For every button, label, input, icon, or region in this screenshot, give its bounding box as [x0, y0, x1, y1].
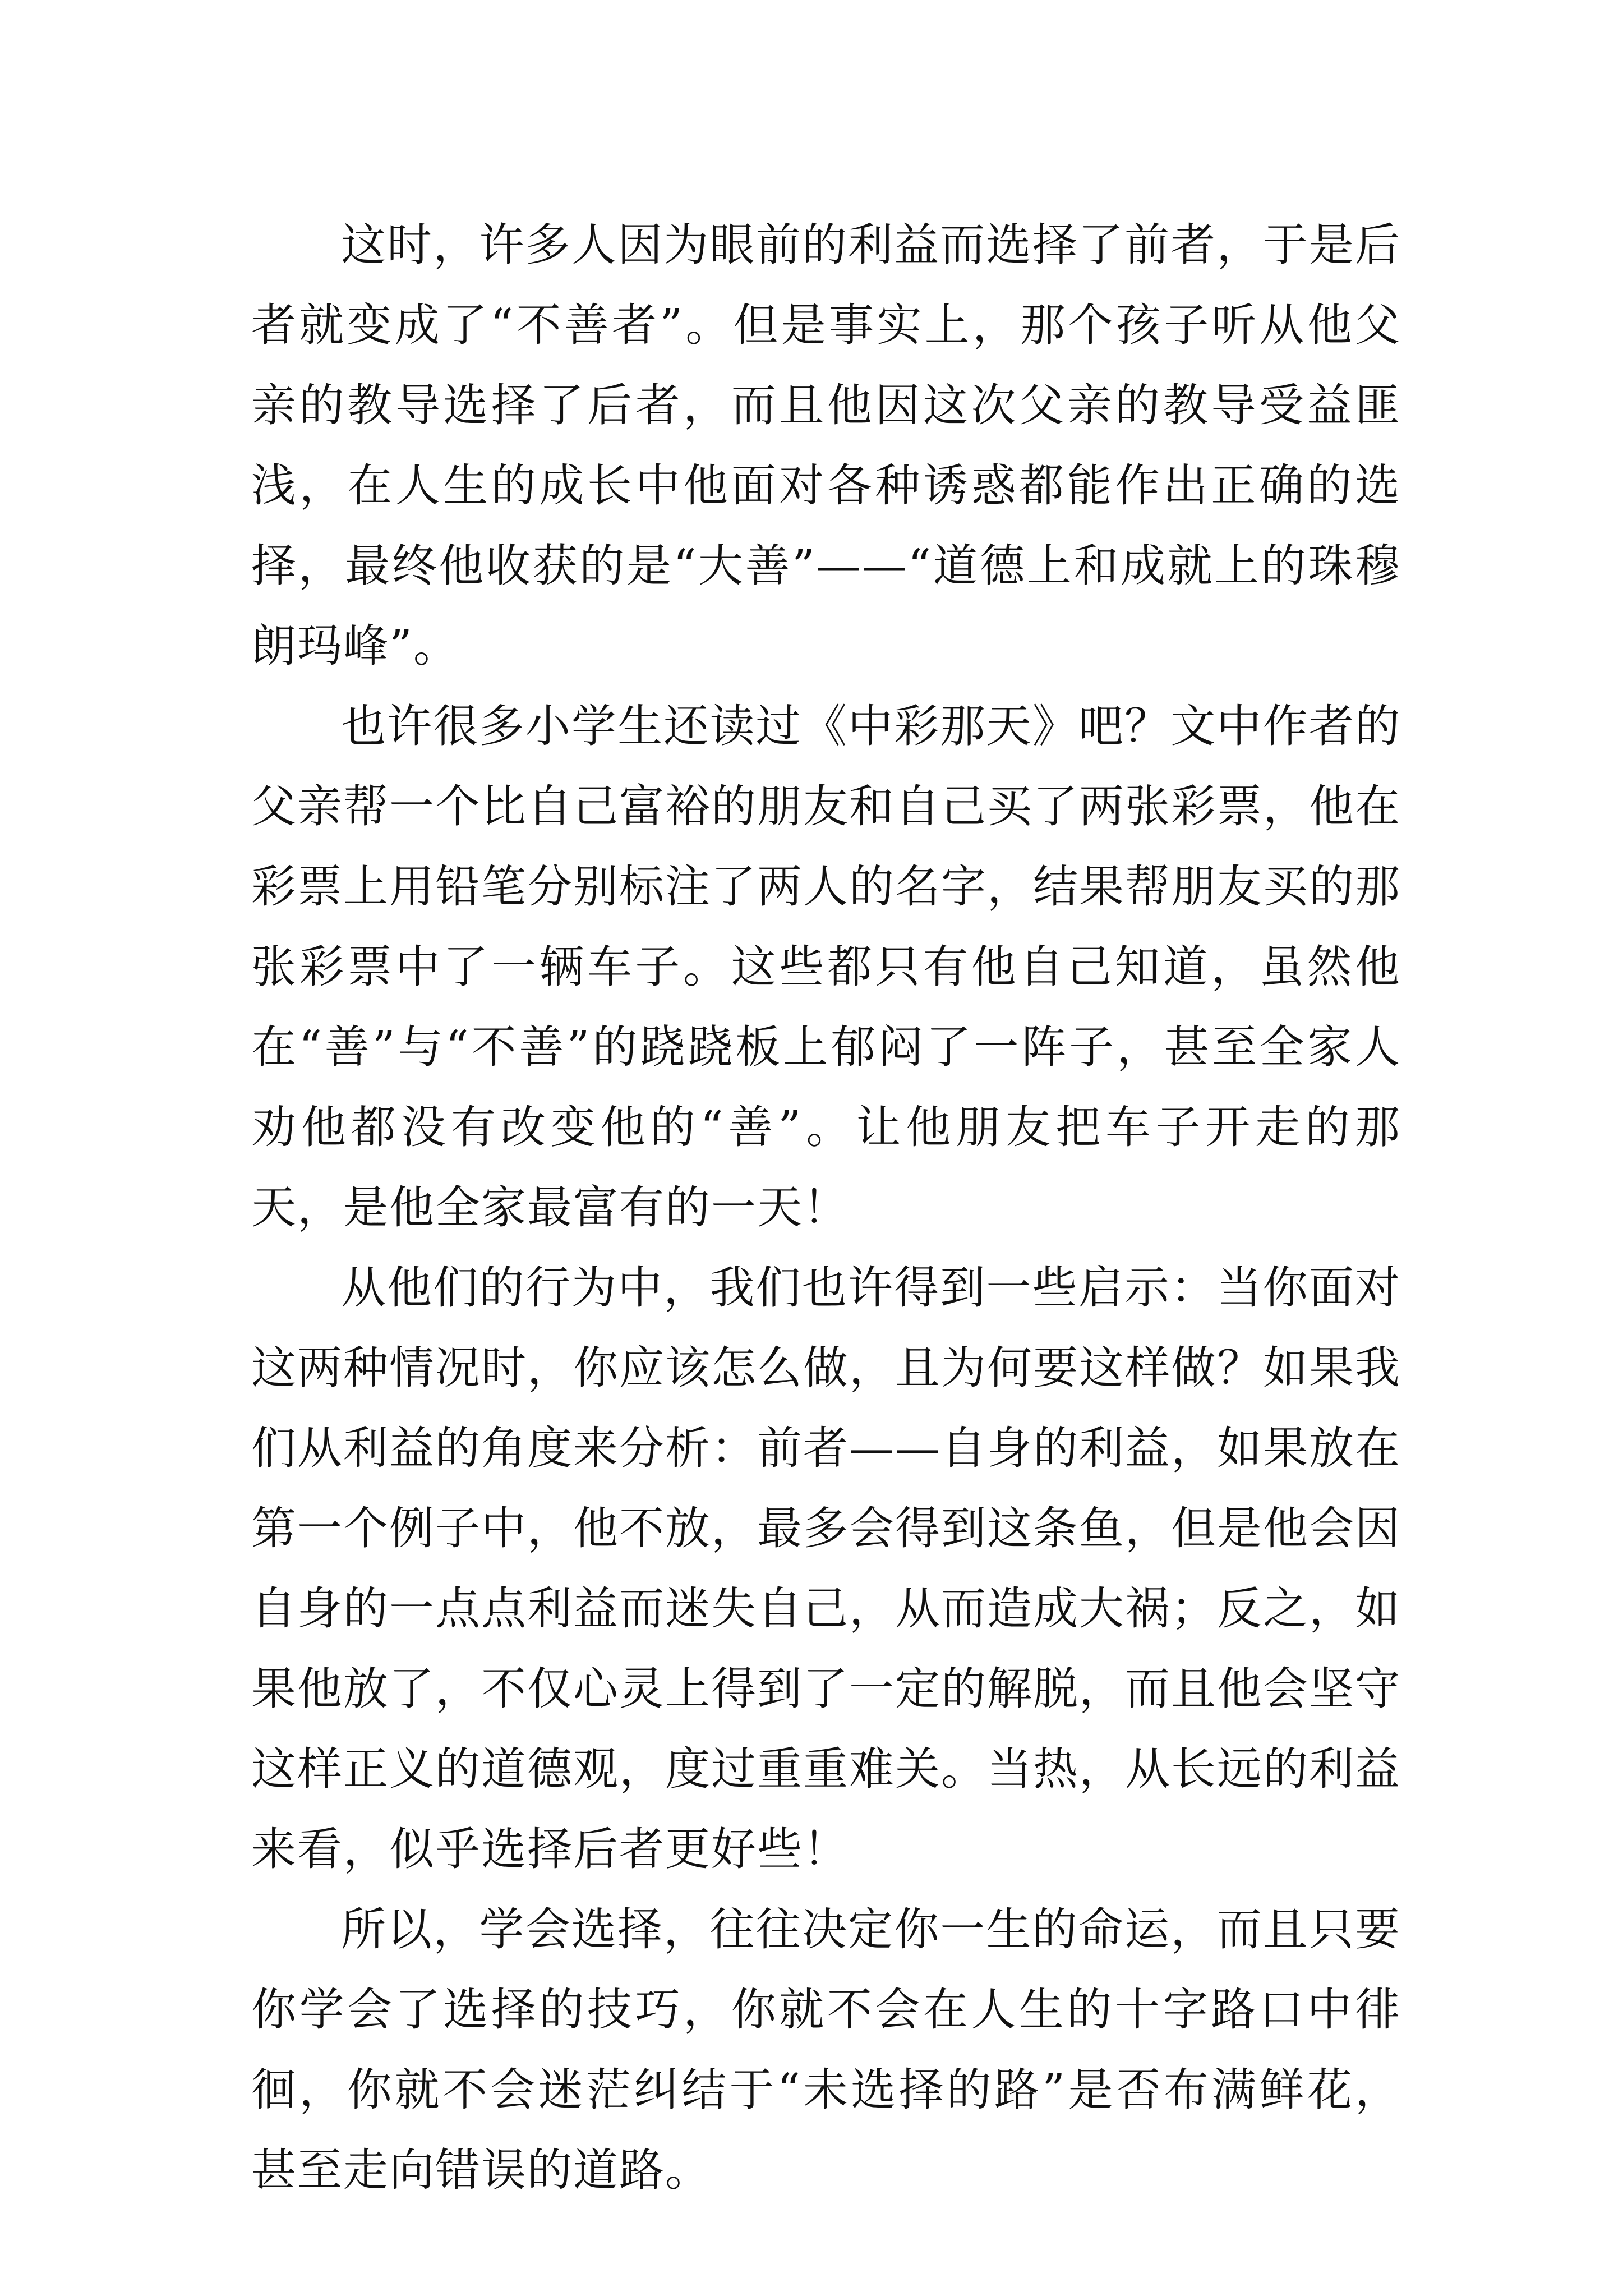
paragraph-1: 这时，许多人因为眼前的利益而选择了前者，于是后者就变成了“不善者”。但是事实上，那个孩子听从他父亲的教导选择了后者，而且他因这次父亲的教导受益匪浅，在人生的成长中他面对各种诱惑都能作出正确的选择，最终他收获的是“大善”——“道德上和成就上的珠穆朗玛峰”。: [251, 219, 1401, 672]
paragraph-4: 所以，学会选择，往往决定你一生的命运，而且只要你学会了选择的技巧，你就不会在人生的十字路口中徘徊，你就不会迷茫纠结于“未选择的路”是否布满鲜花，甚至走向错误的道路。: [251, 1903, 1401, 2196]
paragraph-3: 从他们的行为中，我们也许得到一些启示：当你面对这两种情况时，你应该怎么做，且为何要这样做？如果我们从利益的角度来分析：前者——自身的利益，如果放在第一个例子中，他不放，最多会得到这条鱼，但是他会因自身的一点点利益而迷失自己，从而造成大祸；反之，如果他放了，不仅心灵上得到了一定的解脱，而且他会坚守这样正义的道德观，度过重重难关。当热，从长远的利益来看，似乎选择后者更好些！: [251, 1262, 1401, 1875]
paragraph-2: 也许很多小学生还读过《中彩那天》吧？文中作者的父亲帮一个比自己富裕的朋友和自己买了两张彩票，他在彩票上用铅笔分别标注了两人的名字，结果帮朋友买的那张彩票中了一辆车子。这些都只有他自己知道，虽然他在“善”与“不善”的跷跷板上郁闷了一阵子，甚至全家人劝他都没有改变他的“善”。让他朋友把车子开走的那天，是他全家最富有的一天！: [251, 700, 1401, 1234]
document-body: [251, 205, 1401, 2210]
